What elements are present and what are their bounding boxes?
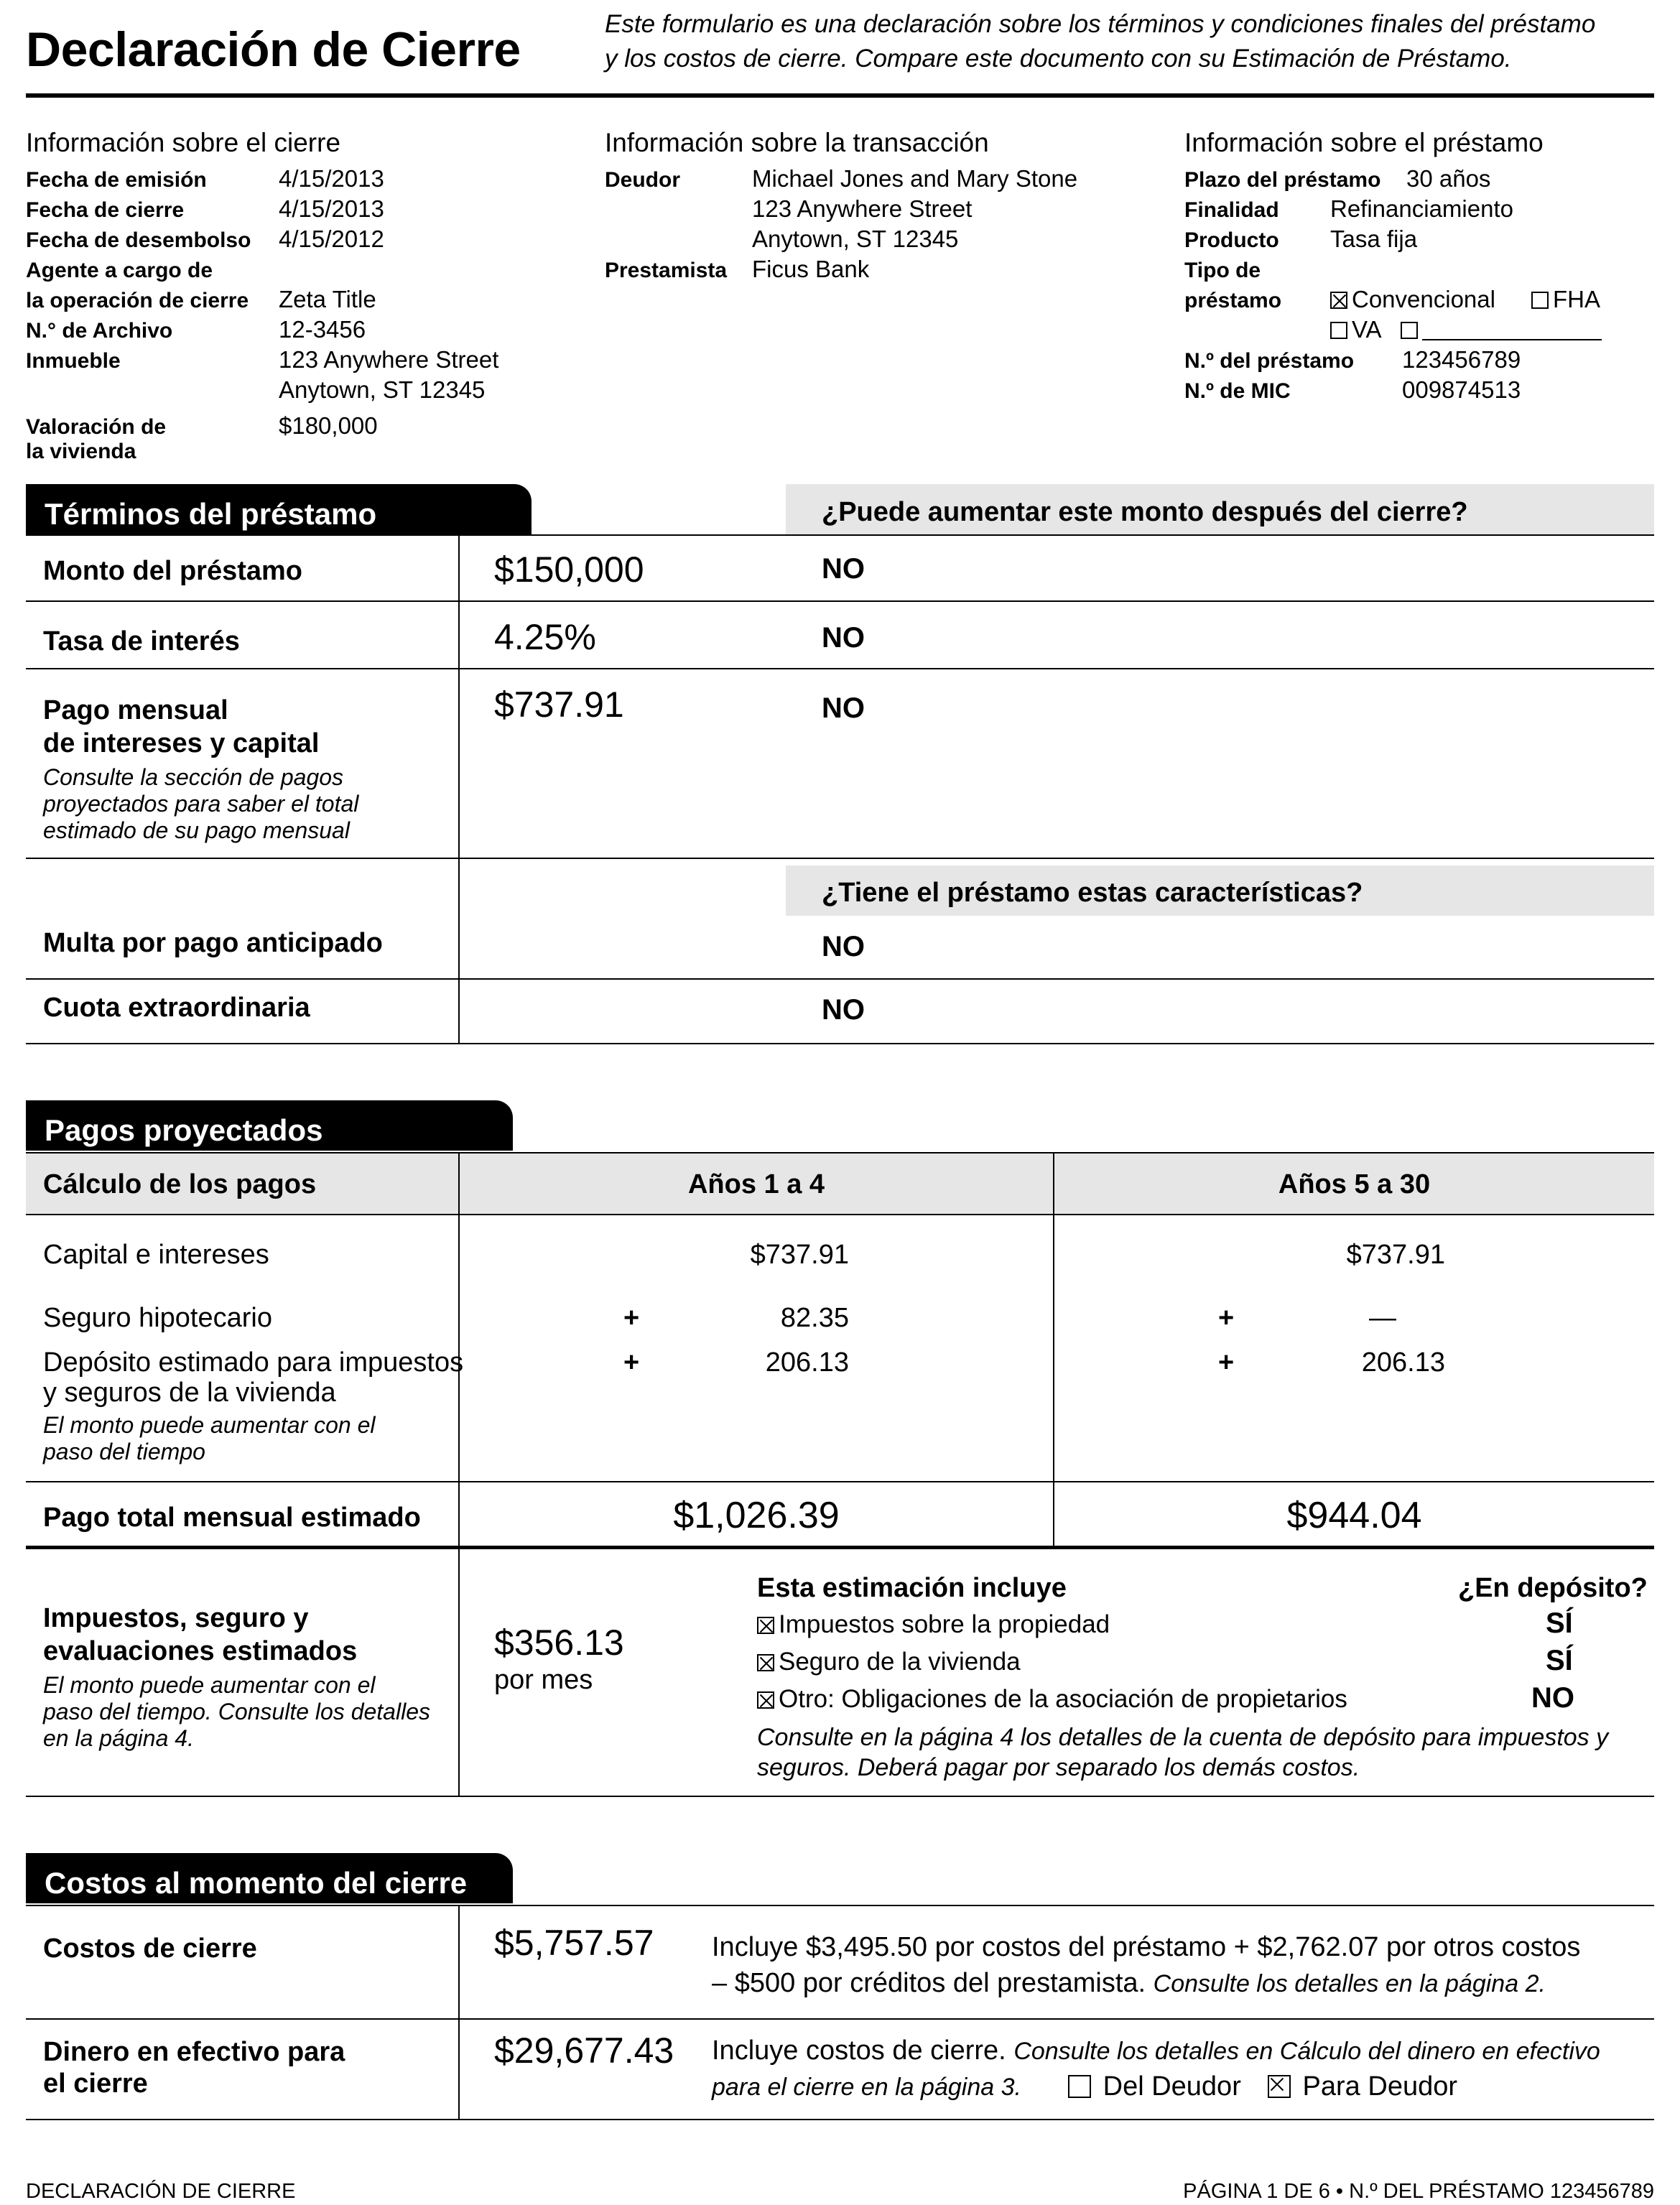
lender-label: Prestamista [605,259,728,282]
header-rule [26,93,1654,98]
column-divider [458,1152,460,1797]
loan-type-conventional[interactable] [1330,286,1495,313]
closing-costs-label: Costos de cierre [43,1934,257,1964]
mortgage-insurance-years-1-4: 82.35 [780,1303,849,1333]
monthly-payment-answer: NO [822,692,865,724]
plus-sign: + [1218,1303,1235,1333]
to-borrower-label: Para Deudor [1302,2071,1458,2102]
closing-date-label: Fecha de cierre [26,198,185,222]
closing-info-heading: Información sobre el cierre [26,128,341,157]
closing-costs-desc-1: Incluye $3,495.50 por costos del préstamo + $2,762.07 por otros costos [712,1932,1581,1962]
loan-type-label-1: Tipo de [1184,259,1261,282]
closing-costs-desc-2b: Consulte los detalles en la página 2. [1153,1970,1546,1997]
divider [26,1043,1654,1044]
taxes-insurance-label-1: Impuestos, seguro y [43,1603,309,1633]
issue-date-value: 4/15/2013 [279,165,384,192]
balloon-payment-answer: NO [822,994,865,1026]
prepayment-penalty-answer: NO [822,931,865,962]
settlement-agent-value: Zeta Title [279,286,376,312]
total-monthly-payment-label: Pago total mensual estimado [43,1503,421,1533]
divider [26,1152,1654,1153]
borrower-line-2: 123 Anywhere Street [752,195,973,222]
loan-type-fha[interactable] [1531,286,1600,313]
taxes-note-3: en la página 4. [43,1725,194,1751]
plus-sign: + [623,1303,640,1333]
appraisal-label-1: Valoración de [26,415,167,439]
balloon-payment-label: Cuota extraordinaria [43,993,310,1023]
purpose-value: Refinanciamiento [1330,195,1513,222]
loan-amount-label: Monto del préstamo [43,556,303,586]
other-escrow-answer: NO [1531,1682,1574,1714]
homeowners-insurance-escrow-answer: SÍ [1546,1645,1573,1676]
divider [26,2119,1654,2120]
closing-disclosure-page [26,0,1654,2205]
divider [26,1481,1654,1482]
divider [26,1905,1654,1906]
other-type-blank[interactable] [1422,320,1602,340]
property-label: Inmueble [26,349,121,373]
closing-costs-desc-2 [712,1968,1546,1999]
features-question: ¿Tiene el préstamo estas características? [822,878,1363,908]
divider [26,1214,1654,1215]
years-5-30-header: Años 5 a 30 [1278,1169,1431,1199]
from-borrower-label: Del Deudor [1103,2071,1241,2102]
va-label: VA [1352,316,1382,343]
appraisal-value: $180,000 [279,412,378,439]
property-line-2: Anytown, ST 12345 [279,376,486,403]
transaction-info-heading: Información sobre la transacción [605,128,989,157]
loan-number-label: N.º del préstamo [1184,349,1355,373]
divider [26,1546,1654,1549]
principal-interest-years-5-30: $737.91 [1346,1240,1445,1270]
prepayment-penalty-label: Multa por pago anticipado [43,928,383,958]
file-number-label: N.° de Archivo [26,319,173,343]
fha-label: FHA [1553,286,1600,312]
property-taxes-checkbox[interactable] [757,1617,774,1634]
conventional-checkbox[interactable] [1330,292,1347,309]
plus-sign: + [1218,1347,1235,1378]
payment-calc-label: Cálculo de los pagos [43,1169,317,1199]
years-1-4-header: Años 1 a 4 [687,1169,825,1199]
principal-interest-years-1-4: $737.91 [750,1240,849,1270]
interest-rate-value: 4.25% [494,617,596,657]
total-years-5-30: $944.04 [1286,1495,1422,1536]
closing-costs-desc-2a: – $500 por créditos del prestamista. [712,1968,1146,1998]
escrow-note-1: El monto puede aumentar con el [43,1412,376,1438]
escrow-years-1-4: 206.13 [765,1347,849,1378]
to-borrower-checkbox[interactable] [1268,2075,1291,2098]
increase-question: ¿Puede aumentar este monto después del cierre? [822,497,1468,527]
cash-to-close-desc-1 [712,2035,1600,2066]
estimate-includes-heading: Esta estimación incluye [757,1573,1067,1603]
column-divider [458,534,460,1044]
cash-to-close-label-2: el cierre [43,2069,148,2099]
escrow-note-2: paso del tiempo [43,1439,205,1464]
divider [26,858,1654,859]
escrow-years-5-30: 206.13 [1361,1347,1445,1378]
loan-term-value: 30 años [1406,165,1491,192]
property-taxes-escrow-answer: SÍ [1546,1607,1573,1639]
cash-desc-2: para el cierre en la página 3. [712,2074,1021,2101]
homeowners-insurance-label: Seguro de la vivienda [779,1648,1021,1676]
loan-amount-value: $150,000 [494,549,644,590]
conventional-label: Convencional [1352,286,1495,312]
in-escrow-heading: ¿En depósito? [1458,1573,1648,1603]
payment-note-2: proyectados para saber el total [43,791,359,817]
cash-to-close-desc-2 [712,2071,1457,2102]
plus-sign: + [623,1347,640,1378]
borrower-label: Deudor [605,168,680,192]
settlement-agent-label-2: la operación de cierre [26,289,249,312]
payment-note-3: estimado de su pago mensual [43,817,350,843]
disbursement-date-value: 4/15/2012 [279,226,384,252]
taxes-note-1: El monto puede aumentar con el [43,1672,376,1698]
settlement-agent-label-1: Agente a cargo de [26,259,213,282]
divider [26,1796,1654,1797]
purpose-label: Finalidad [1184,198,1279,222]
borrower-line-3: Anytown, ST 12345 [752,226,959,252]
appraisal-label-2: la vivienda [26,440,136,463]
borrower-line-1: Michael Jones and Mary Stone [752,165,1078,192]
principal-interest-label: Capital e intereses [43,1240,269,1270]
taxes-note-2: paso del tiempo. Consulte los detalles [43,1699,430,1724]
loan-terms-tab: Términos del préstamo [26,484,532,534]
footer-left: DECLARACIÓN DE CIERRE [26,2180,296,2203]
intro-line-2: y los costos de cierre. Compare este documento con su Estimación de Préstamo. [605,45,1512,73]
monthly-payment-label-2: de intereses y capital [43,728,320,758]
divider [26,668,1654,669]
interest-rate-answer: NO [822,622,865,654]
column-divider [458,1905,460,2120]
property-line-1: 123 Anywhere Street [279,346,499,373]
loan-term-label: Plazo del préstamo [1184,168,1381,192]
property-taxes-label: Impuestos sobre la propiedad [779,1610,1110,1638]
mic-value: 009874513 [1402,376,1521,403]
disbursement-date-label: Fecha de desembolso [26,228,251,252]
cash-desc-1b: Consulte los detalles en Cálculo del dinero en efectivo [1013,2038,1600,2065]
divider [26,534,1654,536]
product-value: Tasa fija [1330,226,1418,252]
divider [26,978,1654,980]
escrow-details-note-1: Consulte en la página 4 los detalles de la cuenta de depósito para impuestos y [757,1724,1609,1751]
loan-number-value: 123456789 [1402,346,1521,373]
column-divider [1053,1152,1054,1546]
mortgage-insurance-label: Seguro hipotecario [43,1303,272,1333]
escrow-label-1: Depósito estimado para impuestos [43,1347,464,1378]
lender-value: Ficus Bank [752,256,870,282]
mortgage-insurance-years-5-30: — [1369,1303,1396,1333]
taxes-per-month: por mes [494,1665,593,1695]
monthly-payment-value: $737.91 [494,684,624,725]
taxes-insurance-label-2: evaluaciones estimados [43,1636,358,1666]
monthly-payment-label-1: Pago mensual [43,695,228,725]
closing-date-value: 4/15/2013 [279,195,384,222]
taxes-amount: $356.13 [494,1623,624,1663]
homeowners-insurance-checkbox[interactable] [757,1654,774,1671]
escrow-details-note-2: seguros. Deberá pagar por separado los demás costos. [757,1754,1360,1781]
loan-type-other[interactable] [1401,316,1602,343]
costs-at-closing-tab: Costos al momento del cierre [26,1853,513,1903]
fha-checkbox[interactable] [1531,292,1549,309]
intro-text [605,7,1653,76]
escrow-label-2: y seguros de la vivienda [43,1378,336,1408]
product-label: Producto [1184,228,1279,252]
footer-right: PÁGINA 1 DE 6 • N.º DEL PRÉSTAMO 123456789 [1183,2180,1654,2203]
document-title: Declaración de Cierre [26,22,521,77]
divider [26,2018,1654,2020]
projected-payments-tab: Pagos proyectados [26,1100,513,1151]
other-checkbox[interactable] [757,1691,774,1709]
divider [26,600,1654,602]
includes-property-taxes[interactable] [757,1610,1110,1639]
issue-date-label: Fecha de emisión [26,168,207,192]
other-type-checkbox[interactable] [1401,322,1418,339]
loan-type-label-2: préstamo [1184,289,1282,312]
other-label: Obligaciones de la asociación de propietarios [841,1685,1347,1713]
includes-other[interactable] [757,1685,1347,1714]
payment-note-1: Consulte la sección de pagos [43,764,344,790]
mic-label: N.º de MIC [1184,379,1291,403]
total-years-1-4: $1,026.39 [673,1495,840,1536]
closing-costs-value: $5,757.57 [494,1923,654,1963]
interest-rate-label: Tasa de interés [43,626,240,656]
from-borrower-checkbox[interactable] [1068,2075,1091,2098]
loan-type-va[interactable] [1330,316,1382,343]
loan-info-heading: Información sobre el préstamo [1184,128,1544,157]
cash-desc-1a: Incluye costos de cierre. [712,2035,1006,2066]
cash-to-close-value: $29,677.43 [494,2030,674,2071]
cash-to-close-label-1: Dinero en efectivo para [43,2037,345,2067]
intro-line-1: Este formulario es una declaración sobre los términos y condiciones finales del préstamo [605,10,1596,38]
includes-homeowners-insurance[interactable] [757,1648,1021,1676]
other-prefix: Otro: [779,1685,835,1713]
va-checkbox[interactable] [1330,322,1347,339]
file-number-value: 12-3456 [279,316,366,343]
loan-amount-answer: NO [822,553,865,585]
